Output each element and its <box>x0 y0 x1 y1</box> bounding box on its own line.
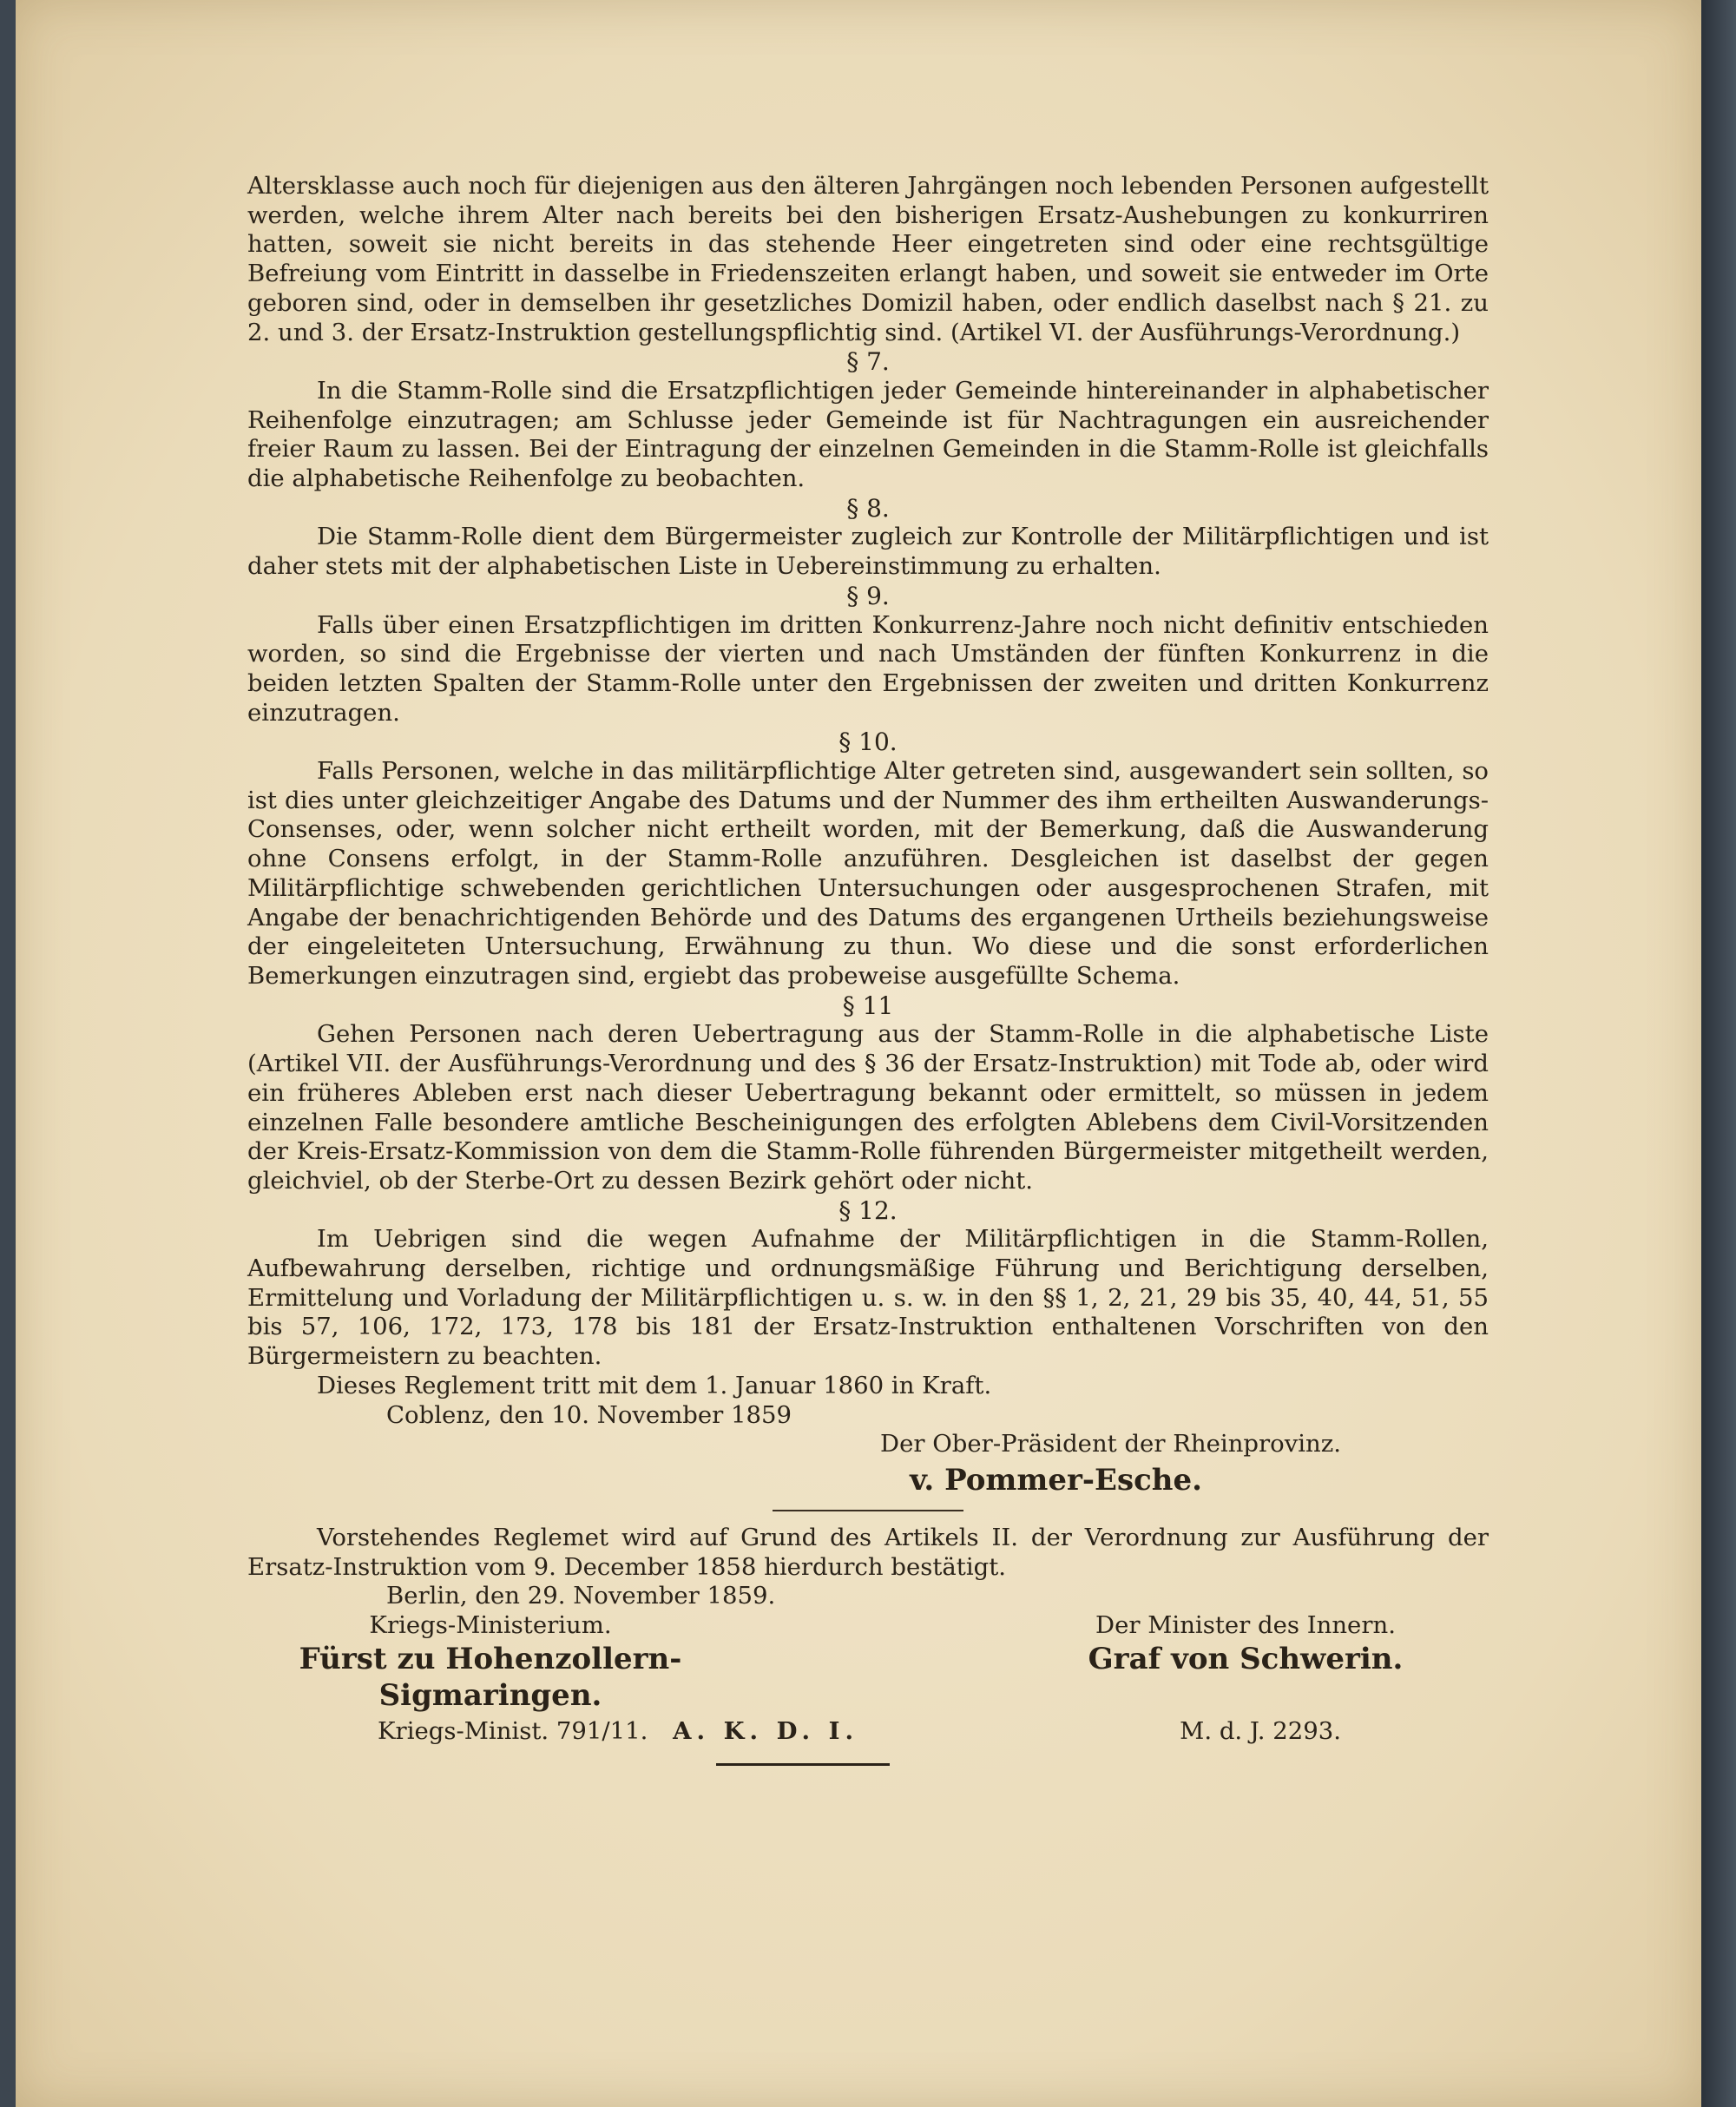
closing-rule <box>716 1763 890 1766</box>
war-ministry-signer-line2: Sigmaringen. <box>378 1677 602 1713</box>
signer-oberpraesident-name: v. Pommer-Esche. <box>910 1462 1202 1498</box>
signer-oberpraesident-title: Der Ober-Präsident der Rheinprovinz. <box>880 1430 1341 1458</box>
document-body <box>247 172 1489 1766</box>
section-text-8: Die Stamm-Rolle dient dem Bürgermeister zugleich zur Kontrolle der Militärpflichtigen und ist daher stets mit der alphabetischen Liste in Uebereinstimmung zu erhalten. <box>247 523 1489 581</box>
war-ministry-signer-line1: Fürst zu Hohenzollern- <box>299 1641 682 1676</box>
place-date-berlin: Berlin, den 29. November 1859. <box>386 1582 776 1610</box>
section-text-9: Falls über einen Ersatzpflichtigen im dritten Konkurrenz-Jahre noch nicht definitiv entschieden worden, so sind die Ergebnisse der vierten und nach Umständen der fünften Konkurrenz in die beiden letzten Spalten der Stamm-Rolle unter den Ergebnissen der zweiten und dritten Konkurrenz einzutragen. <box>247 610 1489 727</box>
section-heading-9: § 9. <box>846 581 890 610</box>
section-text-7: In die Stamm-Rolle sind die Ersatzpflichtigen jeder Gemeinde hintereinander in alphabetischer Reihenfolge einzutragen; am Schlusse jeder Gemeinde ist für Nachtragungen ein ausreichender freier Raum zu lassen. Bei der Eintragung der einzelnen Gemeinden in die Stamm-Rolle ist gleichfalls die alphabetische Reihenfolge zu beobachten. <box>247 376 1489 493</box>
reference-war-ministry <box>247 1717 858 1747</box>
reference-akdi: A. K. D. I. <box>673 1716 859 1745</box>
reference-numbers <box>247 1717 1489 1747</box>
place-date-coblenz: Coblenz, den 10. November 1859 <box>386 1400 792 1429</box>
divider-rule <box>773 1510 963 1511</box>
interior-minister-signer: Graf von Schwerin. <box>1088 1641 1404 1676</box>
section-heading-11: § 11 <box>842 991 894 1020</box>
interior-minister-title: Der Minister des Innern. <box>1095 1611 1396 1640</box>
intro-paragraph: Altersklasse auch noch für diejenigen aus den älteren Jahrgängen noch lebenden Personen aufgestellt werden, welche ihrem Alter nach bereits bei den bisherigen Ersatz-Aushebungen zu konkurriren hatten, soweit sie nicht bereits in das stehende Heer eingetreten sind oder eine rechtsgültige Befreiung vom Eintritt in dasselbe in Friedenszeiten erlangt haben, und soweit sie entweder im Orte geboren sind, oder in demselben ihr gesetzliches Domizil haben, oder endlich daselbst nach § 21. zu 2. und 3. der Ersatz-Instruktion gestellungspflichtig sind. (Artikel VI. der Ausführungs-Verordnung.) <box>247 172 1489 346</box>
signature-block-war-ministry <box>247 1611 733 1714</box>
confirmation-paragraph: Vorstehendes Reglemet wird auf Grund des Artikels II. der Verordnung zur Ausführung der Ersatz-Instruktion vom 9. December 1858 hierdurch bestätigt. <box>247 1523 1489 1581</box>
section-text-11: Gehen Personen nach deren Uebertragung aus der Stamm-Rolle in die alphabetische Liste (Artikel VII. der Ausführungs-Verordnung und des § 36 der Ersatz-Instruktion) mit Tode ab, oder wird ein früheres Ableben erst nach dieser Uebertragung bekannt oder ermittelt, so müssen in jedem einzelnen Falle besondere amtliche Bescheinigungen des erfolgten Ablebens dem Civil-Vorsitzenden der Kreis-Ersatz-Kommission von dem die Stamm-Rolle führenden Bürgermeister mitgetheilt werden, gleichviel, ob der Sterbe-Ort zu dessen Bezirk gehört oder nicht. <box>247 1020 1489 1195</box>
reference-war-ministry-number: Kriegs-Minist. 791/11. <box>378 1716 648 1745</box>
page-edge-binding <box>1701 0 1736 2107</box>
section-heading-12: § 12. <box>838 1195 898 1225</box>
signature-block-interior-ministry <box>1003 1611 1489 1714</box>
reference-interior-ministry: M. d. J. 2293. <box>1180 1716 1341 1745</box>
section-text-10: Falls Personen, welche in das militärpflichtige Alter getreten sind, ausgewandert sein sollten, so ist dies unter gleichzeitiger Angabe des Datums und der Nummer des ihm ertheilten Auswanderungs-Consenses, oder, wenn solcher nicht ertheilt worden, mit der Bemerkung, daß die Auswanderung ohne Consens erfolgt, in der Stamm-Rolle anzuführen. Desgleichen ist daselbst der gegen Militärpflichtige schwebenden gerichtlichen Untersuchungen oder ausgesprochenen Strafen, mit Angabe der benachrichtigenden Behörde und des Datums des ergangenen Urtheils beziehungsweise der eingeleiteten Untersuchung, Erwähnung zu thun. Wo diese und die sonst erforderlichen Bemerkungen einzutragen sind, ergiebt das probeweise ausgefüllte Schema. <box>247 757 1489 990</box>
effective-date-line: Dieses Reglement tritt mit dem 1. Januar 1860 in Kraft. <box>317 1371 992 1399</box>
war-ministry-title: Kriegs-Ministerium. <box>369 1611 612 1640</box>
section-heading-7: § 7. <box>846 347 890 377</box>
section-heading-10: § 10. <box>838 728 898 757</box>
section-heading-8: § 8. <box>846 493 890 523</box>
ministers-signatures <box>247 1611 1489 1714</box>
section-text-12: Im Uebrigen sind die wegen Aufnahme der Militärpflichtigen in die Stamm-Rollen, Aufbewahrung derselben, richtige und ordnungsmäßige Führung und Berichtigung derselben, Ermittelung und Vorladung der Militärpflichtigen u. s. w. in den §§ 1, 2, 21, 29 bis 35, 40, 44, 51, 55 bis 57, 106, 172, 173, 178 bis 181 der Ersatz-Instruktion enthaltenen Vorschriften von den Bürgermeistern zu beachten. <box>247 1225 1489 1371</box>
